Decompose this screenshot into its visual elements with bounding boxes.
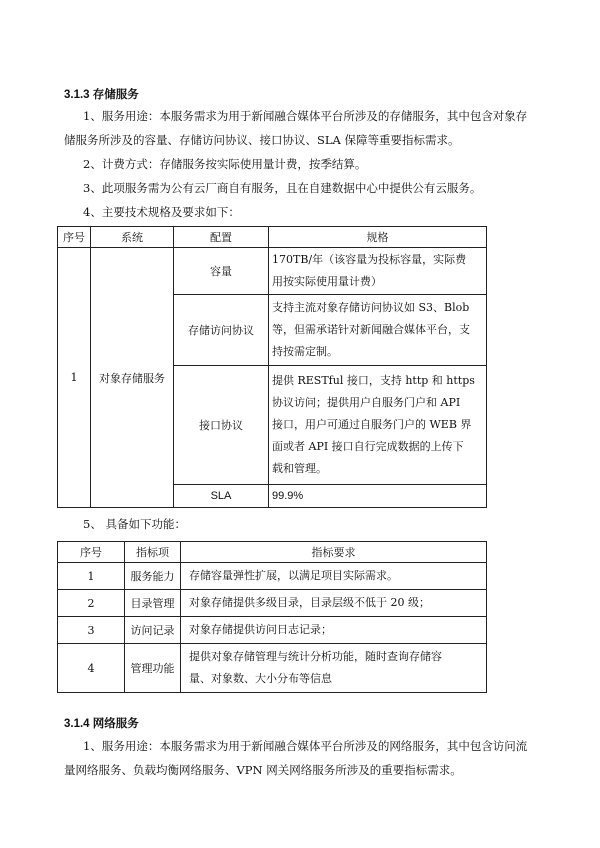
spec-cell — [269, 295, 487, 366]
spec-cell — [269, 366, 487, 485]
spec-table — [57, 226, 487, 508]
spec-line: 用按实际使用量计费） — [272, 275, 382, 288]
paragraph-line: 1、服务用途：本服务需求为用于新闻融合媒体平台所涉及的存储服务，其中包含对象存 — [83, 109, 528, 123]
table-header-row — [58, 542, 487, 563]
paragraph-line: 3、此项服务需为公有云厂商自有服务，且在自建数据中心中提供公有云服务。 — [83, 181, 482, 195]
section-heading-storage: 3.1.3 存储服务 — [64, 89, 139, 101]
header-config: 配置 — [174, 227, 269, 248]
table-header-row — [58, 227, 487, 248]
requirement-line: 量、对象数、大小分布等信息 — [189, 672, 332, 685]
spec-line: 等，但需承诺针对新闻融合媒体平台，支 — [272, 323, 470, 336]
seq-cell: 2 — [58, 590, 125, 617]
requirement-cell — [181, 563, 487, 590]
header-system: 系统 — [91, 227, 174, 248]
header-spec: 规格 — [269, 227, 487, 248]
requirement-cell — [181, 644, 487, 693]
spec-line: 接口，用户可通过自服务门户的 WEB 界 — [272, 418, 472, 431]
item-cell: 目录管理 — [125, 590, 181, 617]
section-heading-network: 3.1.4 网络服务 — [64, 718, 139, 730]
header-seq: 序号 — [58, 542, 125, 563]
spec-line: 99.9% — [272, 490, 304, 502]
spec-line: 面或者 API 接口自行完成数据的上传下 — [272, 440, 464, 453]
spec-line: 提供 RESTful 接口，支持 http 和 https — [272, 374, 475, 387]
header-item: 指标项 — [125, 542, 181, 563]
spec-cell — [269, 485, 487, 508]
item-cell: 访问记录 — [125, 617, 181, 644]
paragraph-line: 4、主要技术规格及要求如下： — [83, 205, 240, 219]
spec-line: 170TB/年（该容量为投标容量，实际费 — [272, 253, 467, 266]
network-paragraphs — [0, 734, 600, 782]
item-cell: 服务能力 — [125, 563, 181, 590]
config-cell: 接口协议 — [174, 366, 269, 485]
table-row — [58, 248, 487, 295]
header-requirement: 指标要求 — [181, 542, 487, 563]
item-cell: 管理功能 — [125, 644, 181, 693]
spec-cell — [269, 248, 487, 295]
config-cell: SLA — [174, 485, 269, 508]
function-table — [57, 541, 487, 693]
storage-paragraphs — [0, 104, 600, 224]
paragraph-line: 储服务所涉及的容量、存储访问协议、接口协议、SLA 保障等重要指标需求。 — [64, 133, 460, 147]
seq-cell: 3 — [58, 617, 125, 644]
spec-line: 持按需定制。 — [272, 345, 338, 358]
spec-line: 协议访问；提供用户自服务门户和 API — [272, 396, 461, 409]
seq-cell: 4 — [58, 644, 125, 693]
requirement-line: 对象存储提供多级目录，目录层级不低于 20 级； — [189, 596, 430, 609]
requirement-line: 存储容量弹性扩展，以满足项目实际需求。 — [189, 569, 398, 582]
table-row — [58, 563, 487, 590]
table-row — [58, 617, 487, 644]
header-seq: 序号 — [58, 227, 91, 248]
function-intro: 5、 具备如下功能： — [83, 517, 186, 531]
config-cell: 存储访问协议 — [174, 295, 269, 366]
seq-cell: 1 — [58, 563, 125, 590]
table-row — [58, 590, 487, 617]
requirement-cell — [181, 617, 487, 644]
table-row — [58, 644, 487, 693]
spec-line: 支持主流对象存储访问协议如 S3、Blob — [272, 301, 470, 314]
requirement-cell — [181, 590, 487, 617]
paragraph-line: 1、服务用途：本服务需求为用于新闻融合媒体平台所涉及的网络服务，其中包含访问流 — [83, 739, 528, 753]
paragraph-line: 2、计费方式：存储服务按实际使用量计费，按季结算。 — [83, 157, 367, 171]
paragraph-line: 量网络服务、负载均衡网络服务、VPN 网关网络服务所涉及的重要指标需求。 — [64, 763, 462, 777]
requirement-line: 提供对象存储管理与统计分析功能，随时查询存储容 — [189, 650, 442, 663]
spec-line: 载和管理。 — [272, 462, 327, 475]
config-cell: 容量 — [174, 248, 269, 295]
system-cell: 对象存储服务 — [91, 248, 174, 508]
seq-cell: 1 — [58, 248, 91, 508]
requirement-line: 对象存储提供访问日志记录； — [189, 623, 332, 636]
